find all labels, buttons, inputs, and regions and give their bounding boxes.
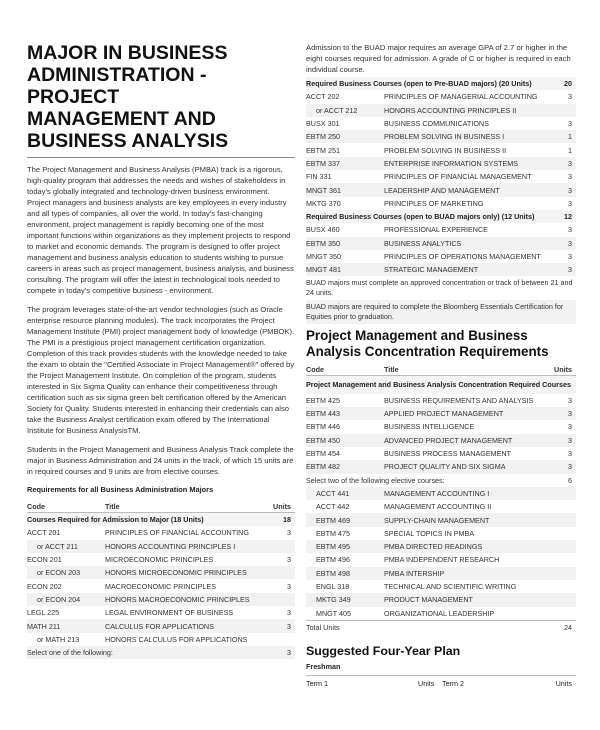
table-row bbox=[306, 130, 576, 143]
table-cell: EBTM 443 bbox=[306, 407, 384, 420]
table-cell: 3 bbox=[568, 172, 572, 182]
table-cell: BUSINESS INTELLIGENCE bbox=[384, 422, 475, 432]
term1-label: Term 1 bbox=[306, 679, 328, 689]
table-cell: Title bbox=[105, 501, 120, 511]
table-row bbox=[306, 447, 576, 460]
table-cell: 3 bbox=[551, 434, 576, 447]
table-cell: SPECIAL TOPICS IN PMBA bbox=[384, 528, 475, 538]
group-row bbox=[306, 77, 576, 90]
table-cell: EBTM 469 bbox=[306, 513, 384, 526]
table-row bbox=[306, 487, 576, 500]
select-one-row bbox=[27, 646, 295, 659]
table-row bbox=[306, 607, 576, 621]
table-row bbox=[306, 407, 576, 420]
table-cell: 3 bbox=[568, 252, 572, 261]
table-cell: 12 bbox=[562, 210, 576, 223]
table-row bbox=[306, 553, 576, 566]
table-cell: PMBA INDEPENDENT RESEARCH bbox=[384, 555, 500, 565]
table-cell: PROBLEM SOLVING IN BUSINESS I bbox=[384, 130, 562, 143]
table-cell: 3 bbox=[568, 119, 572, 129]
table-cell bbox=[270, 566, 295, 579]
table-cell: ACCT 201 bbox=[27, 528, 61, 538]
table-cell: or ECON 204 bbox=[27, 593, 105, 606]
table-cell: PMBA INTERSHIP bbox=[384, 567, 551, 580]
table-cell bbox=[551, 487, 576, 500]
table-cell: BUSX 301 bbox=[306, 119, 340, 129]
table-row bbox=[306, 223, 576, 236]
track-summary-paragraph: Students in the Project Management and Business Analysis Track complete the major in Business Administration and 24 units in the track, of which 15 units are in required courses and 9 units are from elective courses. bbox=[27, 445, 294, 476]
table-cell: or ACCT 212 bbox=[306, 104, 384, 117]
table-cell bbox=[551, 513, 576, 526]
table-cell bbox=[551, 607, 576, 621]
table-cell: MNGT 350 bbox=[306, 252, 342, 261]
table-row bbox=[27, 593, 295, 606]
table-cell: Select two of the following elective courses: bbox=[306, 475, 445, 485]
group-row bbox=[27, 513, 295, 527]
table-row bbox=[306, 460, 576, 473]
table-cell: PRINCIPLES OF MANAGERIAL ACCOUNTING bbox=[384, 92, 538, 102]
table-cell: 3 bbox=[270, 646, 295, 659]
table-cell: ACCT 441 bbox=[306, 487, 384, 500]
table-cell: 1 bbox=[568, 145, 572, 155]
table-cell: 3 bbox=[568, 449, 572, 459]
table-cell: Units bbox=[554, 364, 572, 374]
technology-paragraph: The program leverages state-of-the-art vendor technologies (such as Oracle enterprise resource planning modules). The track incorporates the Project Management Institute (PMI) project management body of knowledge (PMBOK). The PMI is a prestigious project management certification organization. Completion of this track provides students with the knowledge needed to take the exam to obtain the "Certified Associate in Project Management®" offered by the Project Management Institute. On completion of the program, students interested in Six Sigma Quality can enhance their competitiveness through certification such as six sigma green belt certification offered by the American Society for Quality. Students interested in enhancing their credentials can also take the Business Analyst certification exam offered by The International Institute for Business AnalysisTM. bbox=[27, 305, 295, 435]
units-label: Units bbox=[418, 679, 435, 689]
table-cell: BUAD majors must complete an approved concentration or track of between 21 and 24 units. bbox=[306, 278, 573, 298]
table-cell: HONORS ACCOUNTING PRINCIPLES II bbox=[384, 104, 562, 117]
group-row bbox=[306, 376, 576, 394]
table-cell: BUSINESS PROCESS MANAGEMENT bbox=[384, 449, 512, 459]
major-requirements-table bbox=[27, 500, 295, 659]
note-row bbox=[306, 300, 576, 324]
table-cell: MKTG 349 bbox=[306, 593, 384, 606]
table-cell: LEGAL ENVIRONMENT OF BUSINESS bbox=[105, 608, 234, 618]
table-cell bbox=[551, 567, 576, 580]
table-cell: EBTM 251 bbox=[306, 145, 340, 155]
table-header bbox=[306, 363, 576, 376]
four-year-plan-heading: Suggested Four-Year Plan bbox=[306, 644, 461, 659]
table-cell: MANAGEMENT ACCOUNTING I bbox=[384, 487, 551, 500]
table-cell: EBTM 337 bbox=[306, 157, 384, 170]
table-cell: PRINCIPLES OF MARKETING bbox=[384, 198, 484, 208]
table-row bbox=[306, 527, 576, 540]
table-row bbox=[27, 619, 295, 632]
table-cell: BUSX 460 bbox=[306, 225, 340, 235]
table-cell: SUPPLY-CHAIN MANAGEMENT bbox=[384, 513, 551, 526]
table-cell: 3 bbox=[568, 395, 572, 405]
table-row bbox=[306, 104, 576, 117]
table-cell: or ECON 203 bbox=[27, 566, 105, 579]
table-row bbox=[27, 566, 295, 579]
table-cell: 3 bbox=[568, 198, 572, 208]
table-cell: STRATEGIC MANAGEMENT bbox=[384, 263, 562, 276]
table-cell: HONORS MACROECONOMIC PRINCIPLES bbox=[105, 593, 270, 606]
table-cell: ECON 201 bbox=[27, 555, 62, 565]
table-row bbox=[306, 250, 576, 263]
table-row bbox=[306, 540, 576, 553]
table-cell: EBTM 350 bbox=[306, 237, 384, 250]
table-cell: EBTM 482 bbox=[306, 460, 384, 473]
table-cell: MACROECONOMIC PRINCIPLES bbox=[105, 581, 217, 591]
table-cell: MKTG 370 bbox=[306, 198, 341, 208]
table-row bbox=[306, 434, 576, 447]
admission-note: Admission to the BUAD major requires an average GPA of 2.7 or higher in the eight courses required for admission. A grade of C or higher is required in each individual course. bbox=[306, 43, 571, 74]
table-cell: MNGT 405 bbox=[316, 608, 352, 618]
table-cell: Total Units bbox=[306, 620, 551, 634]
concentration-table bbox=[306, 363, 576, 634]
table-cell: 3 bbox=[562, 237, 576, 250]
table-cell: 20 bbox=[562, 77, 576, 90]
table-row bbox=[306, 157, 576, 170]
table-cell: ENTERPRISE INFORMATION SYSTEMS bbox=[384, 157, 562, 170]
table-cell: PMBA DIRECTED READINGS bbox=[384, 540, 551, 553]
table-row bbox=[306, 263, 576, 276]
table-row bbox=[306, 580, 576, 593]
elective-header-row bbox=[306, 474, 576, 487]
table-cell: BUSINESS COMMUNICATIONS bbox=[384, 119, 489, 129]
table-cell: EBTM 250 bbox=[306, 130, 384, 143]
table-cell: MANAGEMENT ACCOUNTING II bbox=[384, 502, 492, 512]
table-header bbox=[27, 500, 295, 513]
table-cell: HONORS MICROECONOMIC PRINCIPLES bbox=[105, 566, 270, 579]
table-cell: ACCT 442 bbox=[316, 502, 350, 512]
table-cell: ADVANCED PROJECT MANAGEMENT bbox=[384, 434, 551, 447]
table-cell: HONORS CALCULUS FOR APPLICATIONS bbox=[105, 634, 248, 644]
table-cell: Required Business Courses (open to BUAD majors only) (12 Units) bbox=[306, 210, 562, 223]
table-cell: ORGANIZATIONAL LEADERSHIP bbox=[384, 608, 495, 618]
table-cell: EBTM 475 bbox=[316, 528, 350, 538]
table-cell: PRINCIPLES OF OPERATIONS MANAGEMENT bbox=[384, 252, 541, 261]
table-cell: Select one of the following: bbox=[27, 646, 270, 659]
table-cell: EBTM 495 bbox=[306, 540, 384, 553]
note-row bbox=[306, 276, 576, 300]
table-cell: EBTM 496 bbox=[316, 555, 350, 565]
table-cell: 3 bbox=[562, 157, 576, 170]
table-row bbox=[306, 90, 576, 103]
table-cell: HONORS ACCOUNTING PRINCIPLES I bbox=[105, 540, 270, 553]
table-row bbox=[27, 633, 295, 646]
table-cell: Code bbox=[27, 501, 45, 511]
table-cell bbox=[551, 540, 576, 553]
table-row bbox=[306, 500, 576, 513]
term2-label: Term 2 bbox=[442, 679, 464, 689]
table-cell: 18 bbox=[270, 513, 295, 527]
table-cell: 1 bbox=[562, 130, 576, 143]
table-cell: PRODUCT MANAGEMENT bbox=[384, 593, 551, 606]
table-row bbox=[306, 394, 576, 407]
table-cell: or MATH 213 bbox=[37, 634, 80, 644]
table-cell: FIN 331 bbox=[306, 172, 332, 182]
table-cell: or ACCT 211 bbox=[27, 540, 105, 553]
table-cell: BUSINESS REQUIREMENTS AND ANALYSIS bbox=[384, 395, 534, 405]
table-row bbox=[306, 117, 576, 130]
table-row bbox=[306, 593, 576, 606]
total-row bbox=[306, 620, 576, 634]
table-cell: 3 bbox=[551, 407, 576, 420]
table-cell: Units bbox=[273, 501, 291, 511]
table-cell bbox=[551, 593, 576, 606]
table-cell: 3 bbox=[568, 92, 572, 102]
concentration-heading: Project Management and Business Analysis Concentration Requirements bbox=[306, 328, 549, 360]
table-cell: 3 bbox=[270, 619, 295, 632]
table-cell: ECON 202 bbox=[27, 581, 62, 591]
table-cell: Code bbox=[306, 364, 324, 374]
table-cell: PRINCIPLES OF FINANCIAL ACCOUNTING bbox=[105, 528, 249, 538]
table-cell: ENGL 318 bbox=[316, 582, 350, 592]
table-cell bbox=[551, 527, 576, 540]
table-row bbox=[306, 197, 576, 210]
table-cell: 3 bbox=[287, 555, 291, 565]
table-row bbox=[306, 567, 576, 580]
table-cell: 24 bbox=[551, 620, 576, 634]
table-row bbox=[306, 420, 576, 433]
table-cell: MNGT 361 bbox=[306, 183, 384, 196]
table-cell: MICROECONOMIC PRINCIPLES bbox=[105, 555, 214, 565]
table-cell: 3 bbox=[568, 422, 572, 432]
table-row bbox=[306, 143, 576, 156]
group-row bbox=[306, 210, 576, 223]
table-row bbox=[27, 526, 295, 539]
table-cell: BUAD majors are required to complete the Bloomberg Essentials Certification for Equities prior to graduation. bbox=[306, 300, 576, 324]
units-label-2: Units bbox=[555, 679, 572, 689]
right-column bbox=[306, 42, 576, 688]
table-cell: APPLIED PROJECT MANAGEMENT bbox=[384, 407, 551, 420]
table-row bbox=[306, 183, 576, 196]
table-cell: 3 bbox=[568, 225, 572, 235]
table-cell: EBTM 446 bbox=[306, 422, 340, 432]
table-cell: TECHNICAL AND SCIENTIFIC WRITING bbox=[384, 582, 517, 592]
table-cell: Title bbox=[384, 364, 399, 374]
table-cell bbox=[551, 580, 576, 593]
table-cell bbox=[270, 633, 295, 646]
table-cell: LEGL 225 bbox=[27, 608, 60, 618]
table-row bbox=[27, 553, 295, 566]
table-cell: Project Management and Business Analysis Concentration Required Courses bbox=[306, 376, 576, 394]
table-row bbox=[306, 513, 576, 526]
table-cell: MNGT 481 bbox=[306, 263, 384, 276]
table-cell bbox=[562, 104, 576, 117]
table-cell: 3 bbox=[562, 183, 576, 196]
table-cell: EBTM 454 bbox=[306, 449, 340, 459]
table-cell: 3 bbox=[562, 263, 576, 276]
table-cell: ACCT 202 bbox=[306, 92, 340, 102]
table-cell: PRINCIPLES OF FINANCIAL MANAGEMENT bbox=[384, 172, 532, 182]
table-cell: 3 bbox=[551, 460, 576, 473]
intro-paragraph: The Project Management and Business Analysis (PMBA) track is a rigorous, high-quality program that addresses the needs and wishes of stakeholders in today's globally integrated and technology-driven business environment. Project managers and business analysts are key employees in every industry and all types of companies, all over the world. In today's fast-changing environment, project management is rapidly becoming one of the most important functions within organizations as they implement projects to respond to market and economic demands. The program is designed to offer project management and business analysis education to students wishing to pursue careers in areas such as project management, business analysis, and business consulting. The program will offer the latest in technological tools needed to compete in today's competitive business - environment. bbox=[27, 165, 294, 295]
table-cell: 3 bbox=[287, 528, 291, 538]
table-cell: EBTM 498 bbox=[306, 567, 384, 580]
table-cell: MATH 211 bbox=[27, 619, 105, 632]
table-cell: 6 bbox=[568, 475, 572, 485]
table-cell: 3 bbox=[287, 581, 291, 591]
table-cell: Required Business Courses (open to Pre-BUAD majors) (20 Units) bbox=[306, 77, 562, 90]
table-cell bbox=[551, 553, 576, 566]
freshman-label: Freshman bbox=[306, 662, 341, 672]
table-cell: CALCULUS FOR APPLICATIONS bbox=[105, 619, 270, 632]
table-row bbox=[27, 579, 295, 592]
table-cell: EBTM 425 bbox=[306, 395, 340, 405]
business-courses-table bbox=[306, 77, 576, 324]
table-cell: 3 bbox=[287, 608, 291, 618]
title-divider bbox=[27, 157, 295, 158]
table-row bbox=[306, 170, 576, 183]
left-column bbox=[27, 42, 295, 659]
table-cell: LEADERSHIP AND MANAGEMENT bbox=[384, 183, 562, 196]
table-cell: PROJECT QUALITY AND SIX SIGMA bbox=[384, 460, 551, 473]
table-cell bbox=[551, 500, 576, 513]
table-cell: EBTM 450 bbox=[306, 434, 384, 447]
page-title: MAJOR IN BUSINESS ADMINISTRATION - PROJECT MANAGEMENT AND BUSINESS ANALYSIS bbox=[27, 42, 229, 152]
requirements-heading: Requirements for all Business Administration Majors bbox=[27, 485, 214, 494]
table-row bbox=[27, 540, 295, 553]
term-header-row bbox=[306, 675, 576, 688]
table-row bbox=[306, 237, 576, 250]
table-cell: BUSINESS ANALYTICS bbox=[384, 237, 562, 250]
table-cell bbox=[270, 540, 295, 553]
table-row bbox=[27, 606, 295, 619]
table-cell: PROBLEM SOLVING IN BUSINESS II bbox=[384, 145, 507, 155]
table-cell bbox=[270, 593, 295, 606]
table-cell: PROFESSIONAL EXPERIENCE bbox=[384, 225, 488, 235]
table-cell: Courses Required for Admission to Major (18 Units) bbox=[27, 513, 270, 527]
